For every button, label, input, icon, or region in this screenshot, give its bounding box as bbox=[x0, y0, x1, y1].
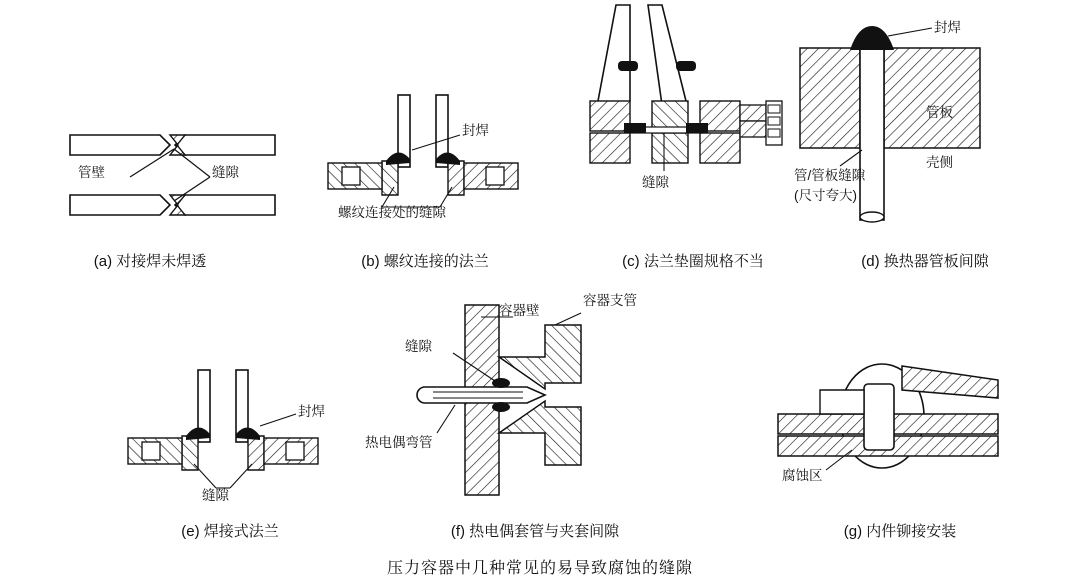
crevice-label: 缝隙 bbox=[642, 175, 669, 190]
vessel-nozzle-label: 容器支管 bbox=[583, 293, 637, 308]
tube-tubesheet-crevice-label: 管/管板缝隙 bbox=[794, 168, 866, 183]
crevice-label: 缝隙 bbox=[202, 488, 229, 503]
pipe-wall-label: 管壁 bbox=[78, 165, 105, 180]
shell-side-label: 壳侧 bbox=[926, 155, 953, 170]
figure-f-caption: (f) 热电偶套管与夹套间隙 bbox=[450, 523, 620, 540]
figure-title: 压力容器中几种常见的易导致腐蚀的缝隙 bbox=[386, 560, 693, 577]
dimension-exaggerated-label: (尺寸夸大) bbox=[794, 188, 857, 203]
tube-sheet-label: 管板 bbox=[926, 105, 953, 120]
figure-e-caption: (e) 焊接式法兰 bbox=[181, 523, 279, 540]
figure-c-caption: (c) 法兰垫圈规格不当 bbox=[622, 253, 764, 270]
crevice-label: 缝隙 bbox=[212, 165, 239, 180]
figure-d-tubesheet bbox=[794, 10, 990, 230]
seal-weld-label: 封焊 bbox=[934, 20, 961, 35]
vessel-wall-label: 容器壁 bbox=[499, 303, 540, 318]
seal-weld-label: 封焊 bbox=[462, 123, 489, 138]
figure-c-gasket bbox=[590, 5, 800, 235]
thread-crevice-label: 螺纹连接处的缝隙 bbox=[338, 205, 446, 220]
upper-pipe bbox=[70, 135, 275, 155]
figure-b-caption: (b) 螺纹连接的法兰 bbox=[361, 253, 489, 270]
crevice-label: 缝隙 bbox=[405, 339, 432, 354]
figure-g-riveted bbox=[760, 350, 1010, 500]
figure-e-welded-flange bbox=[120, 370, 340, 510]
lower-pipe bbox=[70, 195, 275, 215]
corrosion-zone-label: 腐蚀区 bbox=[782, 468, 823, 483]
figure-g-caption: (g) 内件铆接安装 bbox=[843, 523, 957, 540]
seal-weld-label: 封焊 bbox=[298, 404, 325, 419]
figure-b-threaded-flange bbox=[320, 95, 540, 235]
figure-a-butt-weld bbox=[60, 105, 320, 235]
leader-lines bbox=[130, 149, 210, 201]
figure-f-thermowell bbox=[365, 293, 645, 505]
thermocouple-bend-tube-label: 热电偶弯管 bbox=[365, 435, 433, 450]
figure-d-caption: (d) 换热器管板间隙 bbox=[861, 253, 989, 270]
figure-a-caption: (a) 对接焊未焊透 bbox=[93, 253, 207, 270]
